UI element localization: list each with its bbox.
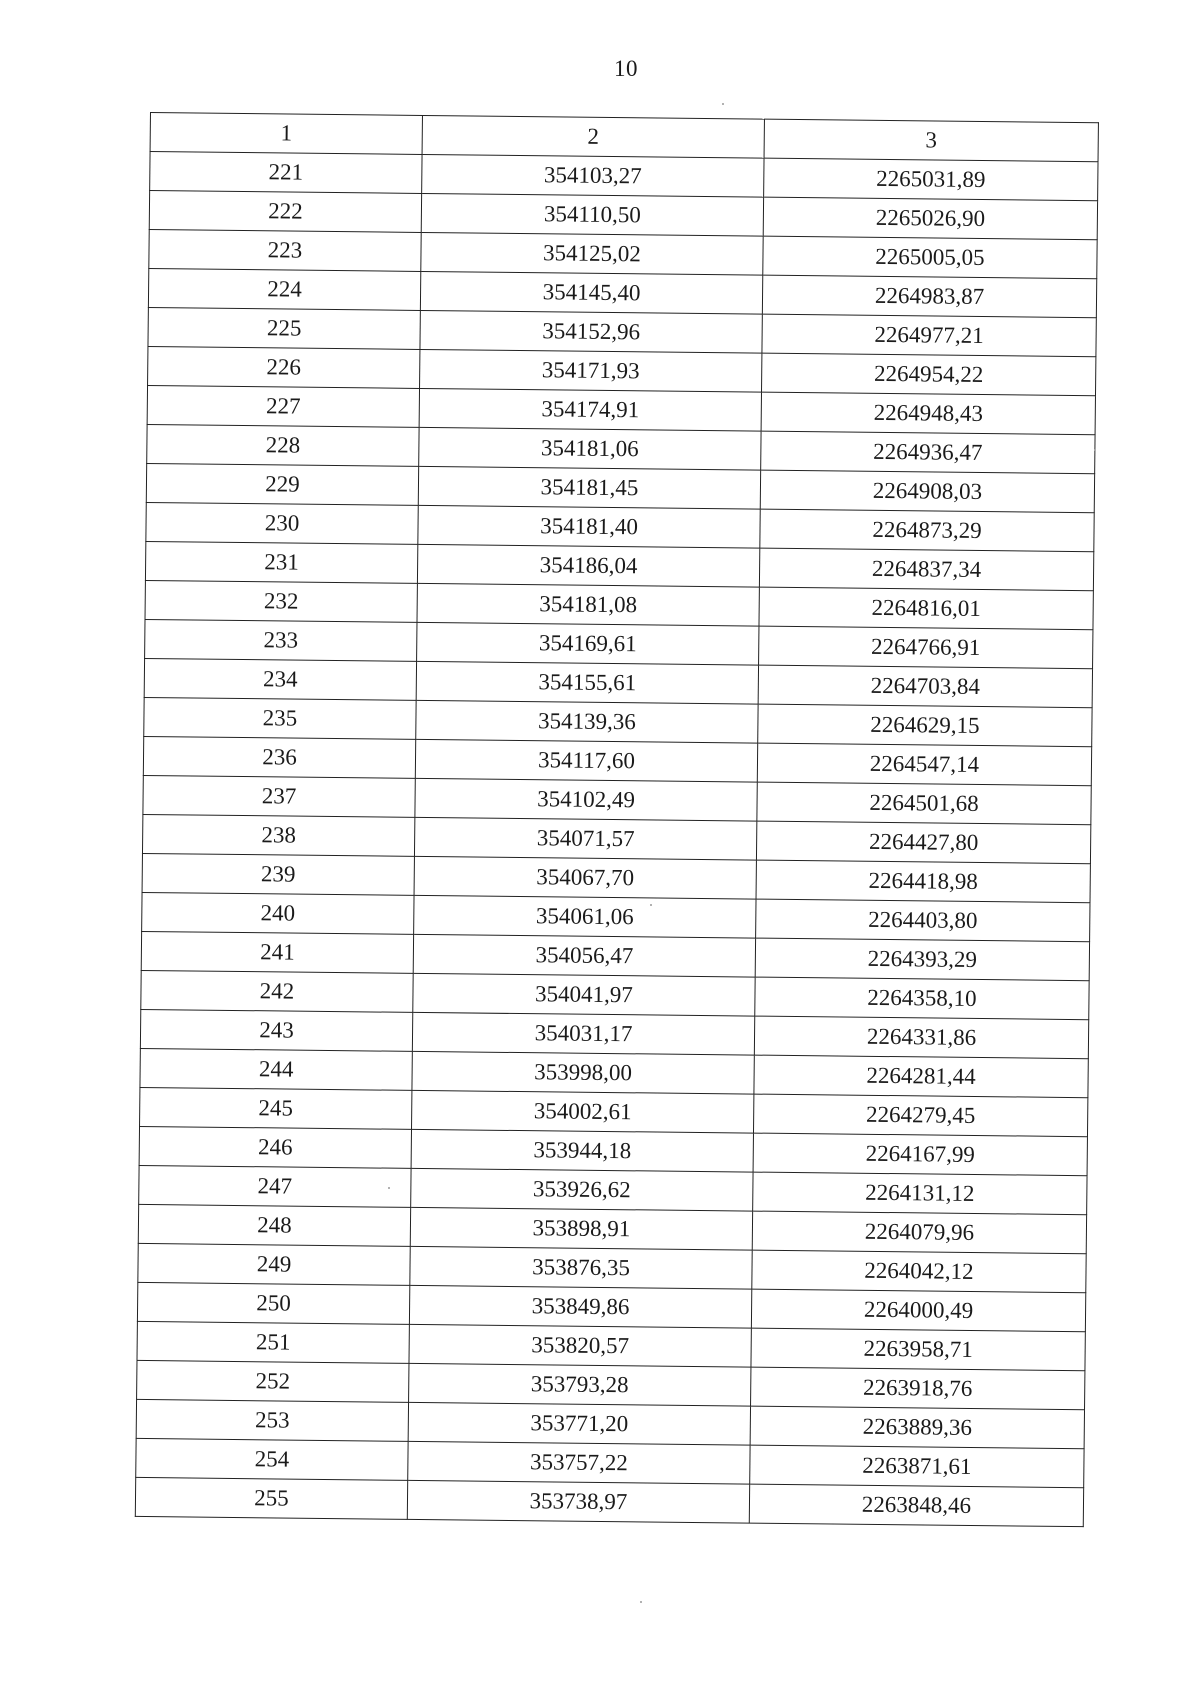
point-number-cell: 248	[138, 1204, 410, 1246]
y-coordinate-cell: 2264131,12	[753, 1172, 1087, 1215]
x-coordinate-cell: 353926,62	[411, 1168, 753, 1211]
point-number-cell: 228	[147, 424, 419, 466]
point-number-cell: 246	[139, 1126, 411, 1168]
y-coordinate-cell: 2263918,76	[751, 1367, 1085, 1410]
x-coordinate-cell: 353998,00	[412, 1051, 754, 1094]
scan-speck	[650, 904, 652, 906]
x-coordinate-cell: 353738,97	[407, 1480, 749, 1523]
y-coordinate-cell: 2264936,47	[761, 431, 1095, 474]
x-coordinate-cell: 354181,08	[417, 583, 759, 626]
y-coordinate-cell: 2264983,87	[762, 275, 1096, 318]
point-number-cell: 225	[148, 307, 420, 349]
point-number-cell: 230	[146, 502, 418, 544]
x-coordinate-cell: 354171,93	[420, 349, 762, 392]
x-coordinate-cell: 354174,91	[419, 388, 761, 431]
y-coordinate-cell: 2264766,91	[759, 626, 1093, 669]
point-number-cell: 231	[145, 541, 417, 583]
point-number-cell: 221	[150, 152, 422, 194]
point-number-cell: 226	[148, 346, 420, 388]
y-coordinate-cell: 2264948,43	[761, 392, 1095, 435]
point-number-cell: 237	[143, 775, 415, 817]
point-number-cell: 236	[143, 736, 415, 778]
y-coordinate-cell: 2264393,29	[755, 938, 1089, 981]
y-coordinate-cell: 2264079,96	[752, 1211, 1086, 1254]
point-number-cell: 254	[136, 1438, 408, 1480]
point-number-cell: 251	[137, 1321, 409, 1363]
x-coordinate-cell: 353876,35	[410, 1246, 752, 1289]
y-coordinate-cell: 2263958,71	[751, 1328, 1085, 1371]
point-number-cell: 243	[140, 1009, 412, 1051]
x-coordinate-cell: 354181,06	[419, 427, 761, 470]
point-number-cell: 241	[141, 931, 413, 973]
y-coordinate-cell: 2264042,12	[752, 1250, 1086, 1293]
point-number-cell: 255	[135, 1477, 407, 1519]
x-coordinate-cell: 354145,40	[420, 271, 762, 314]
y-coordinate-cell: 2264000,49	[751, 1289, 1085, 1332]
scan-speck	[722, 103, 724, 105]
x-coordinate-cell: 354152,96	[420, 310, 762, 353]
page-number: 10	[614, 56, 638, 81]
point-number-cell: 229	[146, 463, 418, 505]
y-coordinate-cell: 2263871,61	[750, 1445, 1084, 1488]
x-coordinate-cell: 353757,22	[408, 1441, 750, 1484]
point-number-cell: 252	[137, 1360, 409, 1402]
coordinates-table	[135, 112, 1099, 1527]
point-number-cell: 233	[145, 619, 417, 661]
x-coordinate-cell: 353944,18	[411, 1129, 753, 1172]
coordinates-table-container	[135, 112, 1098, 1527]
x-coordinate-cell: 353898,91	[410, 1207, 752, 1250]
x-coordinate-cell: 353793,28	[409, 1363, 751, 1406]
x-coordinate-cell: 353820,57	[409, 1324, 751, 1367]
y-coordinate-cell: 2265031,89	[764, 158, 1098, 201]
x-coordinate-cell: 354002,61	[412, 1090, 754, 1133]
point-number-cell: 250	[137, 1282, 409, 1324]
x-coordinate-cell: 353849,86	[409, 1285, 751, 1328]
point-number-cell: 227	[147, 385, 419, 427]
y-coordinate-cell: 2264703,84	[758, 665, 1092, 708]
column-header-3: 3	[764, 119, 1098, 162]
y-coordinate-cell: 2264547,14	[757, 743, 1091, 786]
scan-speck	[388, 1187, 390, 1189]
point-number-cell: 232	[145, 580, 417, 622]
x-coordinate-cell: 354067,70	[414, 856, 756, 899]
scan-speck	[640, 1601, 642, 1603]
point-number-cell: 223	[149, 229, 421, 271]
y-coordinate-cell: 2264629,15	[758, 704, 1092, 747]
point-number-cell: 247	[139, 1165, 411, 1207]
scan-speck	[1094, 449, 1096, 451]
y-coordinate-cell: 2264358,10	[755, 977, 1089, 1020]
x-coordinate-cell: 354102,49	[415, 778, 757, 821]
y-coordinate-cell: 2265026,90	[763, 197, 1097, 240]
x-coordinate-cell: 354110,50	[421, 193, 763, 236]
y-coordinate-cell: 2264873,29	[760, 509, 1094, 552]
point-number-cell: 222	[149, 191, 421, 233]
point-number-cell: 242	[141, 970, 413, 1012]
point-number-cell: 224	[148, 268, 420, 310]
y-coordinate-cell: 2264279,45	[753, 1094, 1087, 1137]
point-number-cell: 239	[142, 853, 414, 895]
x-coordinate-cell: 354056,47	[413, 934, 755, 977]
x-coordinate-cell: 354169,61	[417, 622, 759, 665]
y-coordinate-cell: 2264403,80	[756, 899, 1090, 942]
x-coordinate-cell: 353771,20	[408, 1402, 750, 1445]
y-coordinate-cell: 2264418,98	[756, 860, 1090, 903]
x-coordinate-cell: 354181,45	[418, 466, 760, 509]
x-coordinate-cell: 354071,57	[414, 817, 756, 860]
y-coordinate-cell: 2264501,68	[757, 782, 1091, 825]
column-header-2: 2	[422, 115, 764, 158]
x-coordinate-cell: 354031,17	[412, 1012, 754, 1055]
x-coordinate-cell: 354041,97	[413, 973, 755, 1016]
y-coordinate-cell: 2264908,03	[760, 470, 1094, 513]
x-coordinate-cell: 354125,02	[421, 232, 763, 275]
point-number-cell: 240	[142, 892, 414, 934]
y-coordinate-cell: 2264977,21	[762, 314, 1096, 357]
x-coordinate-cell: 354155,61	[416, 661, 758, 704]
point-number-cell: 244	[140, 1048, 412, 1090]
y-coordinate-cell: 2264331,86	[754, 1016, 1088, 1059]
point-number-cell: 249	[138, 1243, 410, 1285]
table-body	[135, 152, 1098, 1527]
y-coordinate-cell: 2263848,46	[749, 1484, 1083, 1527]
point-number-cell: 234	[144, 658, 416, 700]
x-coordinate-cell: 354103,27	[422, 154, 764, 197]
point-number-cell: 238	[142, 814, 414, 856]
y-coordinate-cell: 2264816,01	[759, 587, 1093, 630]
point-number-cell: 235	[144, 697, 416, 739]
x-coordinate-cell: 354186,04	[417, 544, 759, 587]
point-number-cell: 253	[136, 1399, 408, 1441]
y-coordinate-cell: 2265005,05	[763, 236, 1097, 279]
y-coordinate-cell: 2264837,34	[759, 548, 1093, 591]
column-header-1: 1	[150, 113, 422, 155]
y-coordinate-cell: 2263889,36	[750, 1406, 1084, 1449]
y-coordinate-cell: 2264954,22	[762, 353, 1096, 396]
y-coordinate-cell: 2264281,44	[754, 1055, 1088, 1098]
x-coordinate-cell: 354181,40	[418, 505, 760, 548]
x-coordinate-cell: 354117,60	[415, 739, 757, 782]
x-coordinate-cell: 354061,06	[414, 895, 756, 938]
point-number-cell: 245	[140, 1087, 412, 1129]
y-coordinate-cell: 2264427,80	[756, 821, 1090, 864]
x-coordinate-cell: 354139,36	[416, 700, 758, 743]
y-coordinate-cell: 2264167,99	[753, 1133, 1087, 1176]
